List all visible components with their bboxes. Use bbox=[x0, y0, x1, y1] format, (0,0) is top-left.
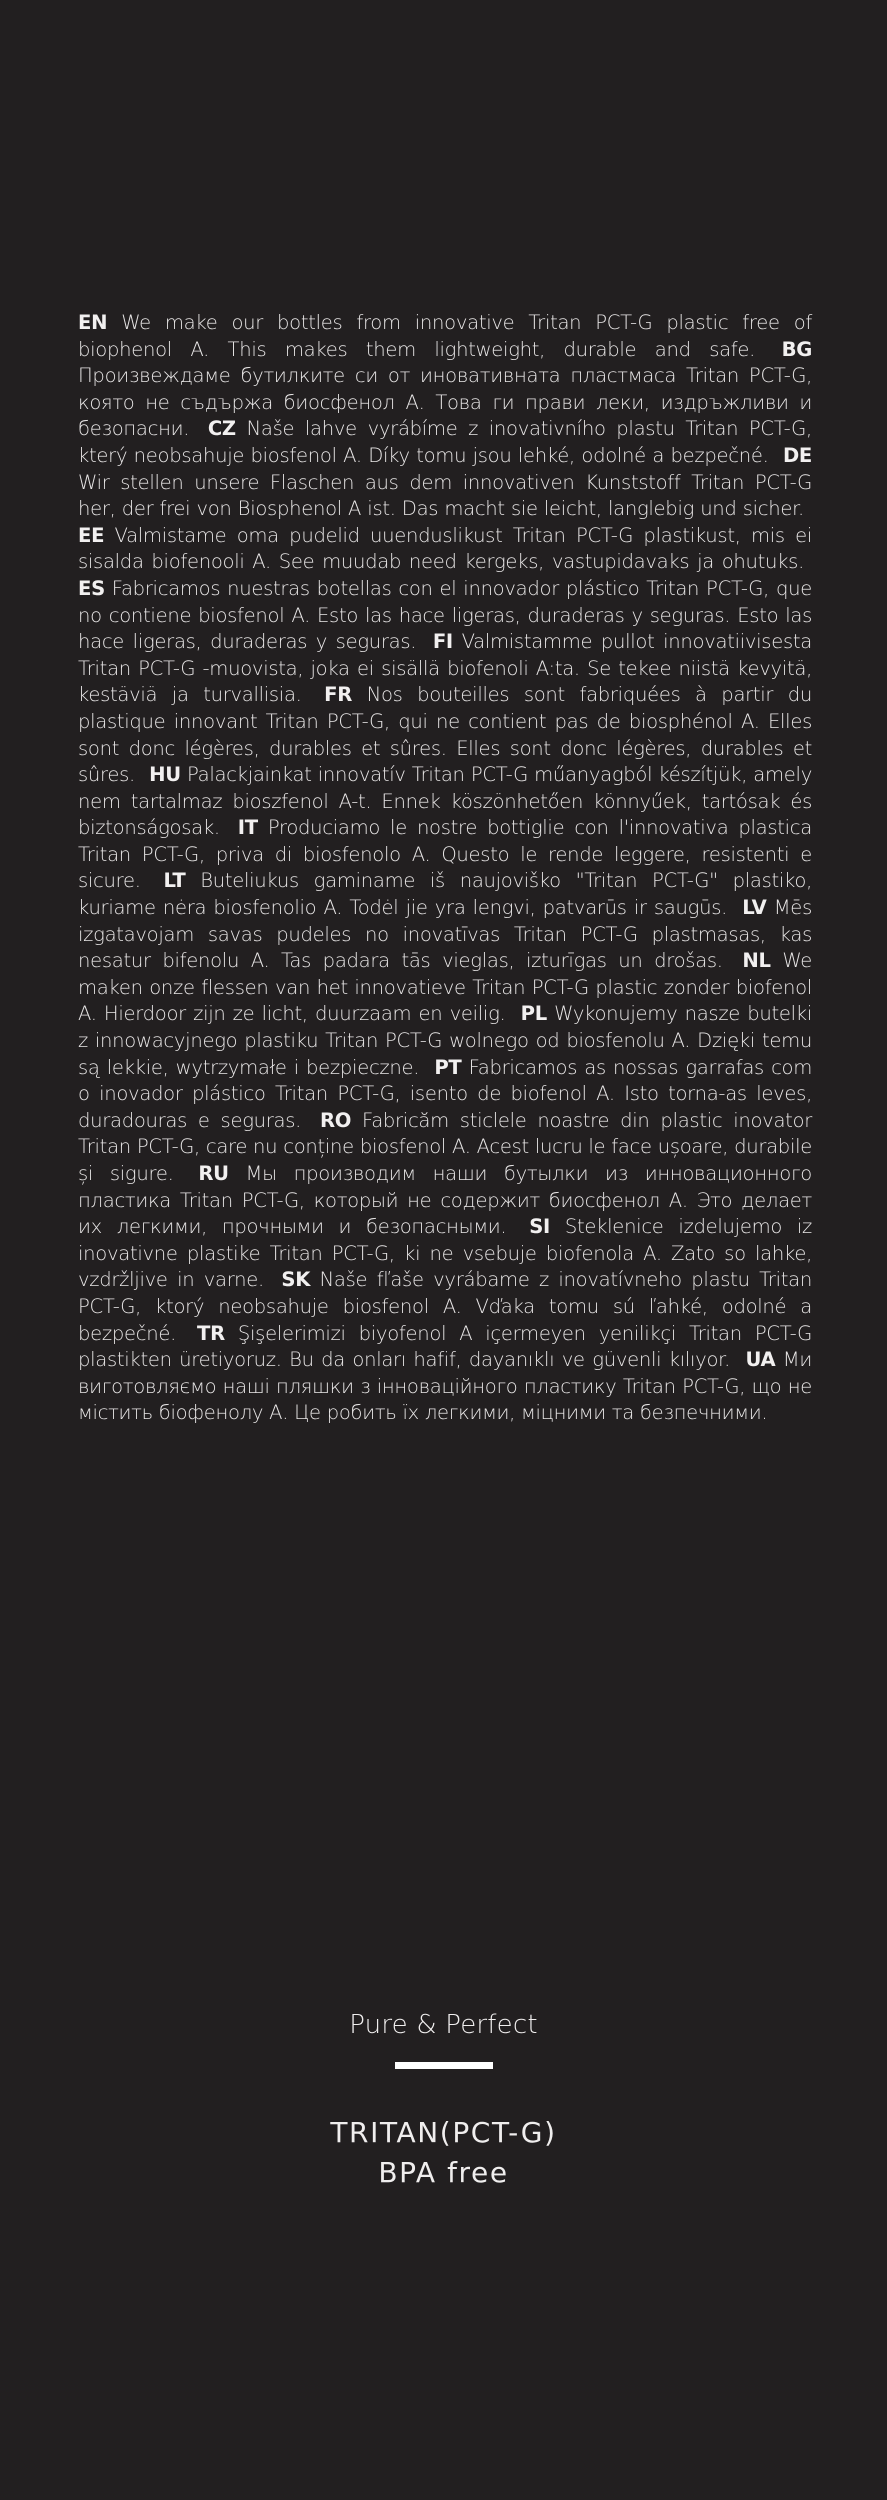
material-label bbox=[0, 2113, 887, 2193]
lang-code: IT bbox=[237, 816, 258, 840]
lang-code: SK bbox=[281, 1268, 311, 1292]
lang-text: Fabricamos as nossas garrafas com o inovador plástico Tritan PCT-G, isento de biofenol A. Isto torna-as leves, duradouras e seguras. bbox=[78, 1055, 813, 1132]
product-footer bbox=[0, 2010, 887, 2193]
lang-code: UA bbox=[745, 1348, 776, 1372]
lang-text: Fabricamos nuestras botellas con el innovador plástico Tritan PCT-G, que no contiene biosfenol A. Esto las hace ligeras, duraderas y seguras. Esto las hace ligeras, duraderas y seguras. bbox=[78, 576, 812, 654]
lang-text: Fabricăm sticlele noastre din plastic inovator Tritan PCT-G, care nu conține biosfenol A. Acest lucru le face ușoare, durabile și sigure. bbox=[78, 1108, 812, 1185]
lang-text: Şişelerimizi biyofenol A içermeyen yenilikçi Tritan PCT-G plastikten üretiyoruz. Bu da onları hafif, dayanıklı ve güvenli kılıyor. bbox=[78, 1321, 812, 1372]
lang-code: RO bbox=[319, 1108, 352, 1132]
lang-text: Naše lahve vyrábíme z inovativního plastu Tritan PCT-G, který neobsahuje biosfenol A. Díky tomu jsou lehké, odolné a bezpečné. bbox=[78, 417, 812, 467]
lang-text: We make our bottles from innovative Tritan PCT-G plastic free of biophenol A. This makes them lightweight, durable and safe. bbox=[78, 311, 812, 361]
lang-text: Palackjainkat innovatív Tritan PCT-G műanyagból készítjük, amely nem tartalmaz bioszfenol A-t. Ennek köszönhetően könnyűek, tartósak és biztonságosak. bbox=[78, 763, 812, 840]
lang-text: Ми виготовляємо наші пляшки з інноваційного пластику Tritan PCT-G, що не містить біофенолу А. Це робить їх легкими, міцними та безпечними. bbox=[78, 1348, 813, 1425]
lang-text: Valmistame oma pudelid uuenduslikust Tritan PCT-G plastikust, mis ei sisalda biofenooli A. See muudab need kergeks, vastupidavaks ja ohutuks. bbox=[78, 523, 812, 574]
lang-text: Valmistamme pullot innovatiivisesta Tritan PCT-G -muovista, joka ei sisällä biofenoli A:ta. Se tekee niistä kevyitä, kestäviä ja turvallisia. bbox=[78, 630, 812, 707]
lang-entry-lt bbox=[78, 869, 812, 919]
divider-bar bbox=[395, 2062, 493, 2069]
lang-code: NL bbox=[742, 949, 771, 973]
lang-code: LT bbox=[163, 869, 186, 893]
lang-text: Naše fľaše vyrábame z inovatívneho plastu Tritan PCT-G, ktorý neobsahuje biosfenol A. Vďaka tomu sú ľahké, odolné a bezpečné. bbox=[78, 1268, 813, 1345]
lang-entry-ee bbox=[78, 524, 812, 574]
lang-code: LV bbox=[742, 896, 767, 920]
lang-text: Мы производим наши бутылки из инновационного пластика Tritan PCT-G, который не содержит биосфенол А. Это делает их легкими, прочными и безопасными. bbox=[78, 1162, 812, 1239]
multilingual-description bbox=[78, 310, 812, 1427]
tagline: Pure & Perfect bbox=[349, 2010, 538, 2040]
lang-code: PL bbox=[520, 1002, 547, 1026]
lang-text: Produciamo le nostre bottiglie con l'innovativa plastica Tritan PCT-G, priva di biosfenolo A. Questo le rende leggere, resistenti e sicure. bbox=[78, 816, 812, 893]
lang-text: Произвеждаме бутилките си от иновативната пластмаса Tritan PCT-G, която не съдържа биосфенол А. Това ги прави леки, издръжливи и безопасни. bbox=[78, 364, 812, 441]
lang-code: SI bbox=[529, 1215, 550, 1239]
material-name: TRITAN(PCT-G) bbox=[330, 2116, 557, 2149]
lang-code: CZ bbox=[207, 417, 236, 441]
lang-code: FI bbox=[432, 630, 453, 654]
lang-text: Steklenice izdelujemo iz inovativne plastike Tritan PCT-G, ki ne vsebuje biofenola A. Zato so lahke, vzdržljive in varne. bbox=[78, 1215, 813, 1292]
lang-text: Wir stellen unsere Flaschen aus dem innovativen Kunststoff Tritan PCT-G her, der frei von Biosphenol A ist. Das macht sie leicht, langlebig und sicher. bbox=[78, 470, 812, 521]
lang-entry-en bbox=[78, 311, 812, 361]
bpa-free-label: BPA free bbox=[378, 2156, 509, 2189]
lang-text: Nos bouteilles sont fabriquées à partir du plastique innovant Tritan PCT-G, qui ne contient pas de biosphénol A. Elles sont donc légères, durables et sûres. Elles sont donc légères, durables et sûres. bbox=[78, 683, 812, 787]
lang-code: HU bbox=[149, 763, 181, 787]
lang-code: EN bbox=[78, 311, 108, 334]
lang-text: We maken onze flessen van het innovatieve Tritan PCT-G plastic zonder biofenol A. Hierdoor zijn ze licht, duurzaam en veilig. bbox=[78, 949, 813, 1026]
lang-entry-tr bbox=[78, 1322, 812, 1372]
lang-code: RU bbox=[198, 1162, 229, 1185]
lang-code: BG bbox=[781, 337, 812, 361]
lang-text: Wykonujemy nasze butelki z innowacyjnego plastiku Tritan PCT-G wolnego od biosfenolu A. Dzięki temu są lekkie, wytrzymałe i bezpieczne. bbox=[78, 1002, 812, 1079]
lang-code: TR bbox=[197, 1321, 225, 1345]
lang-text: Buteliukus gaminame iš naujoviško "Tritan PCT-G" plastiko, kuriame nėra biosfenolio A. Todėl jie yra lengvi, patvarūs ir saugūs. bbox=[78, 869, 813, 920]
lang-text: Mēs izgatavojam savas pudeles no inovatīvas Tritan PCT-G plastmasas, kas nesatur bifenolu A. Tas padara tās vieglas, izturīgas un drošas. bbox=[78, 896, 812, 973]
lang-code: DE bbox=[782, 443, 812, 467]
lang-code: EE bbox=[78, 523, 105, 547]
lang-code: PT bbox=[434, 1055, 462, 1079]
lang-code: FR bbox=[324, 683, 353, 707]
lang-code: ES bbox=[78, 576, 105, 600]
